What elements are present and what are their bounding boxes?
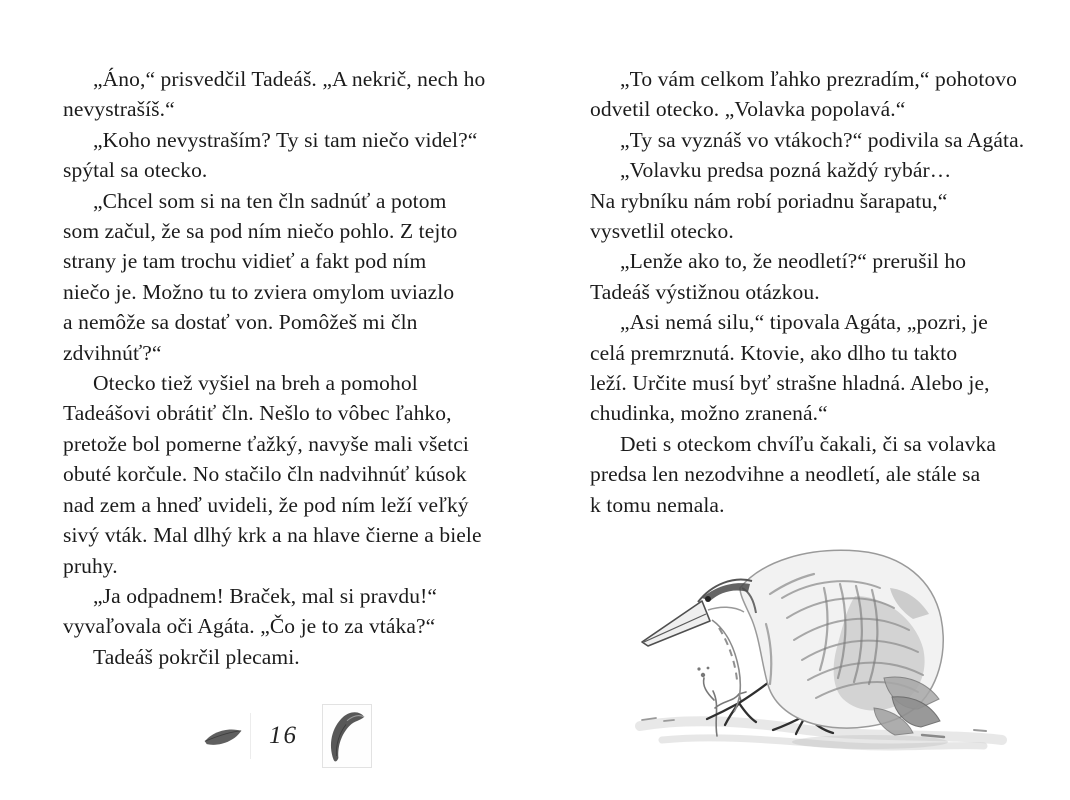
text-line: Tadeáš výstižnou otázkou. [590, 279, 820, 304]
text-line: Deti s oteckom chvíľu čakali, či sa volavka [620, 431, 997, 456]
text-line: a nemôže sa dostať von. Pomôžeš mi čln [63, 310, 418, 335]
text-line: strany je tam trochu vidieť a fakt pod ním [63, 249, 427, 274]
text-line: pruhy. [63, 553, 118, 578]
feather-icon [198, 713, 251, 759]
page-footer [198, 702, 372, 770]
text-line: celá premrznutá. Ktovie, ako dlho tu takto [590, 340, 958, 365]
text-line: nevystrašíš.“ [63, 97, 175, 122]
text-line: k tomu nemala. [590, 492, 725, 517]
text-line: „Lenže ako to, že neodletí?“ prerušil ho [620, 249, 967, 274]
text-line: „Ty sa vyznáš vo vtákoch?“ podivila sa Agáta. [620, 127, 1025, 152]
page-number: 16 [269, 722, 298, 749]
text-line: leží. Určite musí byť strašne hladná. Alebo je, [590, 371, 990, 396]
text-line: zdvihnúť?“ [63, 340, 162, 365]
text-line: „Asi nemá silu,“ tipovala Agáta, „pozri, je [620, 310, 988, 335]
text-line: Tadeášovi obrátiť čln. Nešlo to vôbec ľahko, [63, 401, 452, 426]
text-line: „To vám celkom ľahko prezradím,“ pohotovo [620, 67, 1018, 91]
text-line: odvetil otecko. „Volavka popolavá.“ [590, 97, 906, 122]
text-line: „Áno,“ prisvedčil Tadeáš. „A nekrič, nech ho [93, 67, 486, 91]
text-line: obuté korčule. No stačilo čln nadvihnúť kúsok [63, 462, 467, 487]
heron-illustration [622, 528, 1030, 790]
text-line: vyvaľovala oči Agáta. „Čo je to za vtáka?“ [63, 614, 436, 639]
text-line: chudinka, možno zranená.“ [590, 401, 828, 426]
text-line: Otecko tiež vyšiel na breh a pomohol [93, 371, 418, 396]
text-line: „Ja odpadnem! Braček, mal si pravdu!“ [93, 583, 437, 608]
text-line: spýtal sa otecko. [63, 158, 208, 183]
text-line: Tadeáš pokrčil plecami. [93, 644, 300, 669]
text-line: sivý vták. Mal dlhý krk a na hlave čierne a biele [63, 523, 482, 548]
text-line: „Chcel som si na ten čln sadnúť a potom [93, 188, 447, 213]
text-line: vysvetlil otecko. [590, 219, 734, 244]
feather-icon [322, 704, 372, 768]
text-line: niečo je. Možno tu to zviera omylom uviazlo [63, 279, 455, 304]
right-page-text [590, 64, 1060, 520]
text-line: nad zem a hneď uvideli, že pod ním leží veľký [63, 492, 469, 517]
text-line: predsa len nezodvihne a neodletí, ale stále sa [590, 462, 981, 487]
text-line: pretože bol pomerne ťažký, navyše mali všetci [63, 431, 469, 456]
text-line: som začul, že sa pod ním niečo pohlo. Z tejto [63, 219, 458, 244]
text-line: Na rybníku nám robí poriadnu šarapatu,“ [590, 188, 948, 213]
left-page-text [63, 64, 533, 672]
text-line: „Koho nevystraším? Ty si tam niečo videl?“ [93, 127, 478, 152]
text-line: „Volavku predsa pozná každý rybár… [620, 158, 952, 183]
